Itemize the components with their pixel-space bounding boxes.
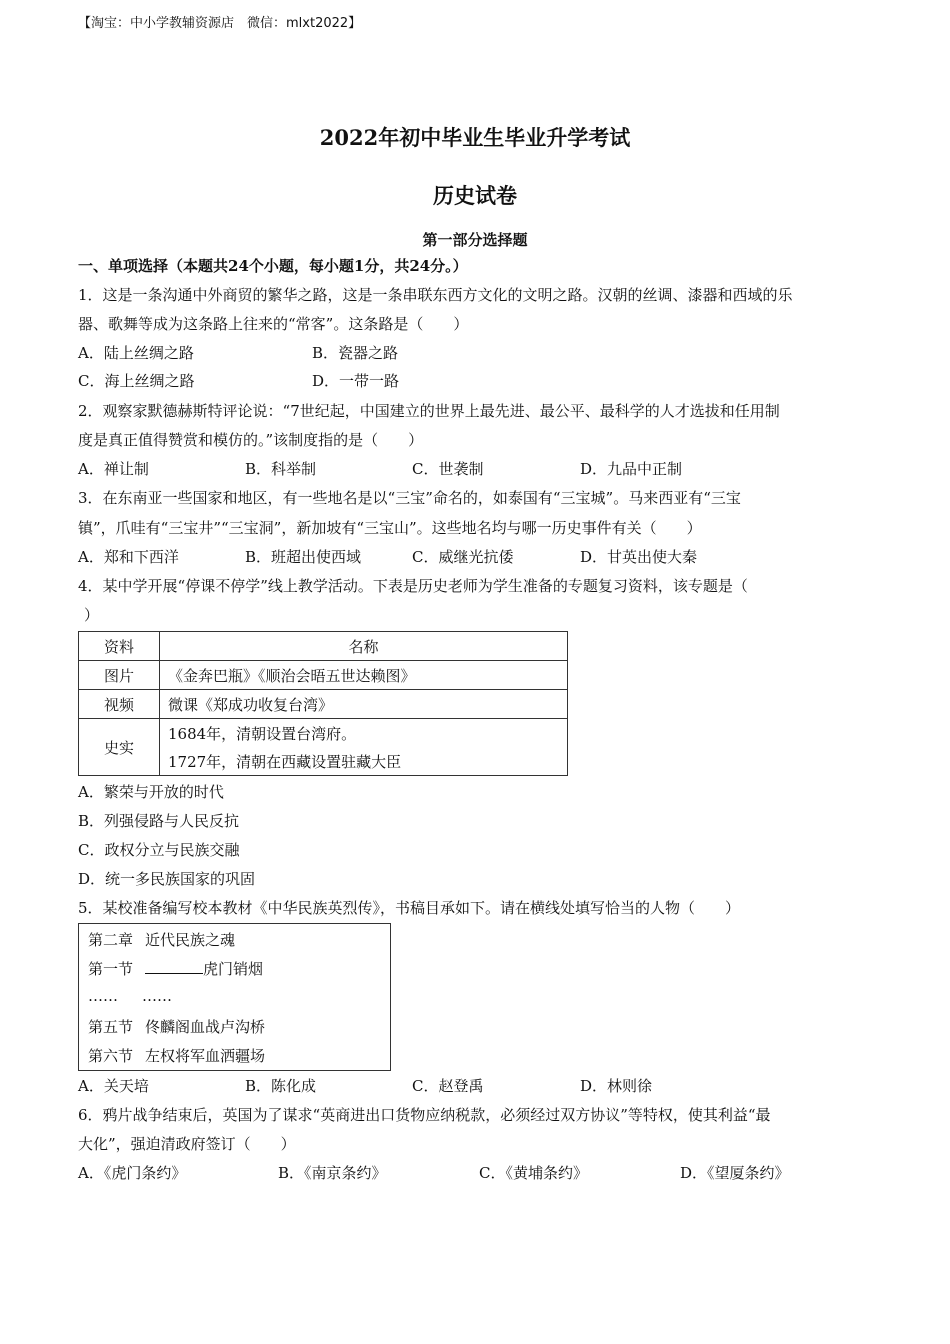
q2-stem-line1: 2．观察家默德赫斯特评论说：“7世纪起，中国建立的世界上最先进、最公平、最科学的人才选拔和任用制 — [78, 402, 780, 420]
q5-option-b[interactable]: B．陈化成 — [245, 1077, 317, 1095]
outline-label: 第五节 — [88, 1018, 134, 1036]
q2-option-c[interactable]: C．世袭制 — [412, 460, 484, 478]
q1-option-a[interactable]: A．陆上丝绸之路 — [78, 344, 194, 362]
table-row — [79, 719, 568, 748]
outline-row — [88, 958, 263, 979]
q6-option-d[interactable]: D．《望厦条约》 — [680, 1164, 790, 1182]
table-header-cell: 名称 — [160, 632, 568, 661]
q3-option-b[interactable]: B．班超出使西域 — [245, 548, 362, 566]
watermark-header: 【淘宝：中小学教辅资源店 微信：mlxt2022】 — [78, 16, 362, 31]
q3-stem-line1: 3．在东南亚一些国家和地区，有一些地名是以“三宝”命名的，如泰国有“三宝城”。马来西亚有“三宝 — [78, 489, 741, 507]
outline-text: 左权将军血洒疆场 — [145, 1047, 266, 1065]
q3-option-d[interactable]: D．甘英出使大秦 — [580, 548, 698, 566]
q1-option-d[interactable]: D．一带一路 — [312, 372, 400, 390]
q1-stem-line2: 器、歌舞等成为这条路上往来的“常客”。这条路是（ ） — [78, 315, 469, 333]
outline-row — [88, 929, 235, 950]
table-cell: 《金奔巴瓶》《顺治会晤五世达赖图》 — [160, 661, 568, 690]
q5-option-a[interactable]: A．关天培 — [78, 1077, 149, 1095]
q4-option-a[interactable]: A．繁荣与开放的时代 — [78, 783, 224, 801]
table-row — [79, 661, 568, 690]
fill-blank[interactable] — [145, 959, 203, 974]
outline-row — [88, 1016, 265, 1037]
q5-option-c[interactable]: C．赵登禹 — [412, 1077, 484, 1095]
q6-stem-line1: 6．鸦片战争结束后，英国为了谋求“英商进出口货物应纳税款，必须经过双方协议”等特权，使其利益“最 — [78, 1106, 771, 1124]
q2-option-b[interactable]: B．科举制 — [245, 460, 317, 478]
outline-label: 第六节 — [88, 1047, 134, 1065]
q6-stem-line2: 大化”，强迫清政府签订（ ） — [78, 1135, 296, 1153]
q6-option-a[interactable]: A．《虎门条约》 — [78, 1164, 187, 1182]
q5-stem: 5．某校准备编写校本教材《中华民族英烈传》，书稿目承如下。请在横线处填写恰当的人物（ ） — [78, 899, 741, 917]
q6-option-b[interactable]: B．《南京条约》 — [278, 1164, 387, 1182]
q6-option-c[interactable]: C．《黄埔条约》 — [479, 1164, 588, 1182]
outline-label: 第一节 — [88, 960, 134, 978]
q3-option-c[interactable]: C．威继光抗倭 — [412, 548, 514, 566]
q2-stem-line2: 度是真正值得赞赏和模仿的。”该制度指的是（ ） — [78, 431, 424, 449]
q3-stem-line2: 镇”，爪哇有“三宝井”“三宝洞”，新加坡有“三宝山”。这些地名均与哪一历史事件有关（ ） — [78, 519, 702, 537]
outline-text: 佟麟阁血战卢沟桥 — [145, 1018, 266, 1036]
outline-text: 近代民族之魂 — [145, 931, 236, 949]
outline-row — [88, 1045, 265, 1066]
q2-option-a[interactable]: A．禅让制 — [78, 460, 149, 478]
q1-option-b[interactable]: B．瓷器之路 — [312, 344, 399, 362]
q1-stem-line1: 1．这是一条沟通中外商贸的繁华之路，这是一条串联东西方文化的文明之路。汉朝的丝调、漆器和西域的乐 — [78, 286, 793, 304]
exam-subtitle: 历史试卷 — [433, 183, 517, 208]
q4-option-d[interactable]: D．统一多民族国家的巩固 — [78, 870, 256, 888]
q2-option-d[interactable]: D．九品中正制 — [580, 460, 683, 478]
q5-option-d[interactable]: D．林则徐 — [580, 1077, 653, 1095]
table-cell: 史实 — [79, 719, 160, 776]
outline-text: …… — [142, 987, 172, 1005]
part-heading: 第一部分选择题 — [422, 231, 528, 249]
q3-option-a[interactable]: A．郑和下西洋 — [78, 548, 179, 566]
q4-data-table — [78, 631, 568, 776]
q4-stem-line1: 4．某中学开展“停课不停学”线上教学活动。下表是历史老师为学生准备的专题复习资料，该专题是（ — [78, 577, 748, 595]
table-cell: 视频 — [79, 690, 160, 719]
table-header-row — [79, 632, 568, 661]
outline-label: 第二章 — [88, 931, 134, 949]
q4-stem-line2: ） — [84, 606, 100, 624]
exam-title: 2022年初中毕业生毕业升学考试 — [319, 125, 631, 150]
table-cell: 1727年，清朝在西藏设置驻藏大臣 — [160, 747, 568, 776]
table-row — [79, 690, 568, 719]
q5-outline-box — [78, 923, 391, 1071]
q1-option-c[interactable]: C．海上丝绸之路 — [78, 372, 195, 390]
table-cell: 微课《郑成功收复台湾》 — [160, 690, 568, 719]
table-cell: 图片 — [79, 661, 160, 690]
table-cell: 1684年，清朝设置台湾府。 — [160, 719, 568, 748]
q4-option-c[interactable]: C．政权分立与民族交融 — [78, 841, 240, 859]
outline-text: 虎门销烟 — [203, 960, 264, 978]
q4-option-b[interactable]: B．列强侵路与人民反抗 — [78, 812, 240, 830]
outline-label: …… — [88, 987, 118, 1005]
table-header-cell: 资料 — [79, 632, 160, 661]
outline-row — [88, 987, 172, 1005]
section-heading: 一、单项选择（本题共24个小题，每小题1分，共24分。） — [78, 257, 468, 275]
